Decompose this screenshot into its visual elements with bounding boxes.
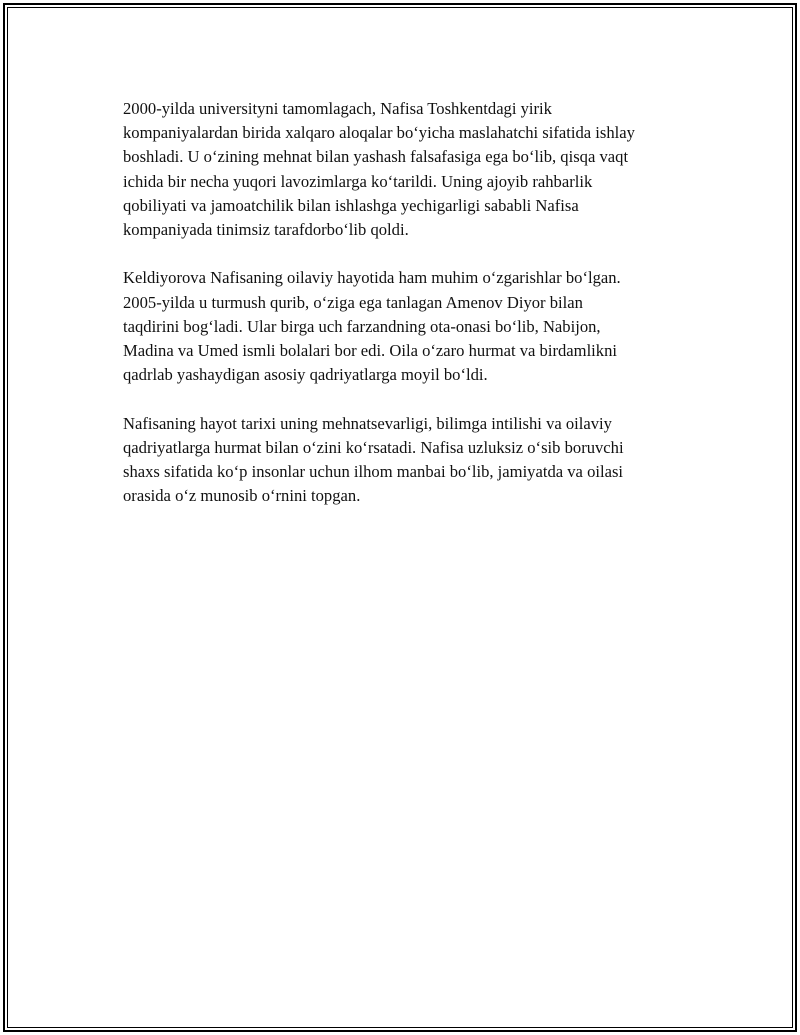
- page-frame: [3, 3, 797, 1032]
- paragraph-family: Keldiyorova Nafisaning oilaviy hayotida ham muhim o‘zgarishlar bo‘lgan. 2005-yilda u turmush qurib, o‘ziga ega tanlagan Amenov Diyor bilan taqdirini bog‘ladi. Ular birga uch farzandning ota-onasi bo‘lib, Nabijon, Madina va Umed ismli bolalari bor edi. Oila o‘zaro hurmat va birdamlikni qadrlab yashaydigan asosiy qadriyatlarga moyil bo‘ldi.: [123, 268, 621, 385]
- document-body: [123, 97, 693, 533]
- paragraph-summary: Nafisaning hayot tarixi uning mehnatsevarligi, bilimga intilishi va oilaviy qadriyatlarga hurmat bilan o‘zini ko‘rsatadi. Nafisa uzluksiz o‘sib boruvchi shaxs sifatida ko‘p insonlar uchun ilhom manbai bo‘lib, jamiyatda va oilasi orasida o‘z munosib o‘rnini topgan.: [123, 413, 624, 506]
- paragraph-career: 2000-yilda universityni tamomlagach, Nafisa Toshkentdagi yirik kompaniyalardan birida xalqaro aloqalar bo‘yicha maslahatchi sifatida ishlay boshladi. U o‘zining mehnat bilan yashash falsafasiga ega bo‘lib, qisqa vaqt ichida bir necha yuqori lavozimlarga ko‘tarildi. Uning ajoyib rahbarlik qobiliyati va jamoatchilik bilan ishlashga yechigarligi sababli Nafisa kompaniyada tinimsiz tarafdorbo‘lib qoldi.: [123, 99, 635, 240]
